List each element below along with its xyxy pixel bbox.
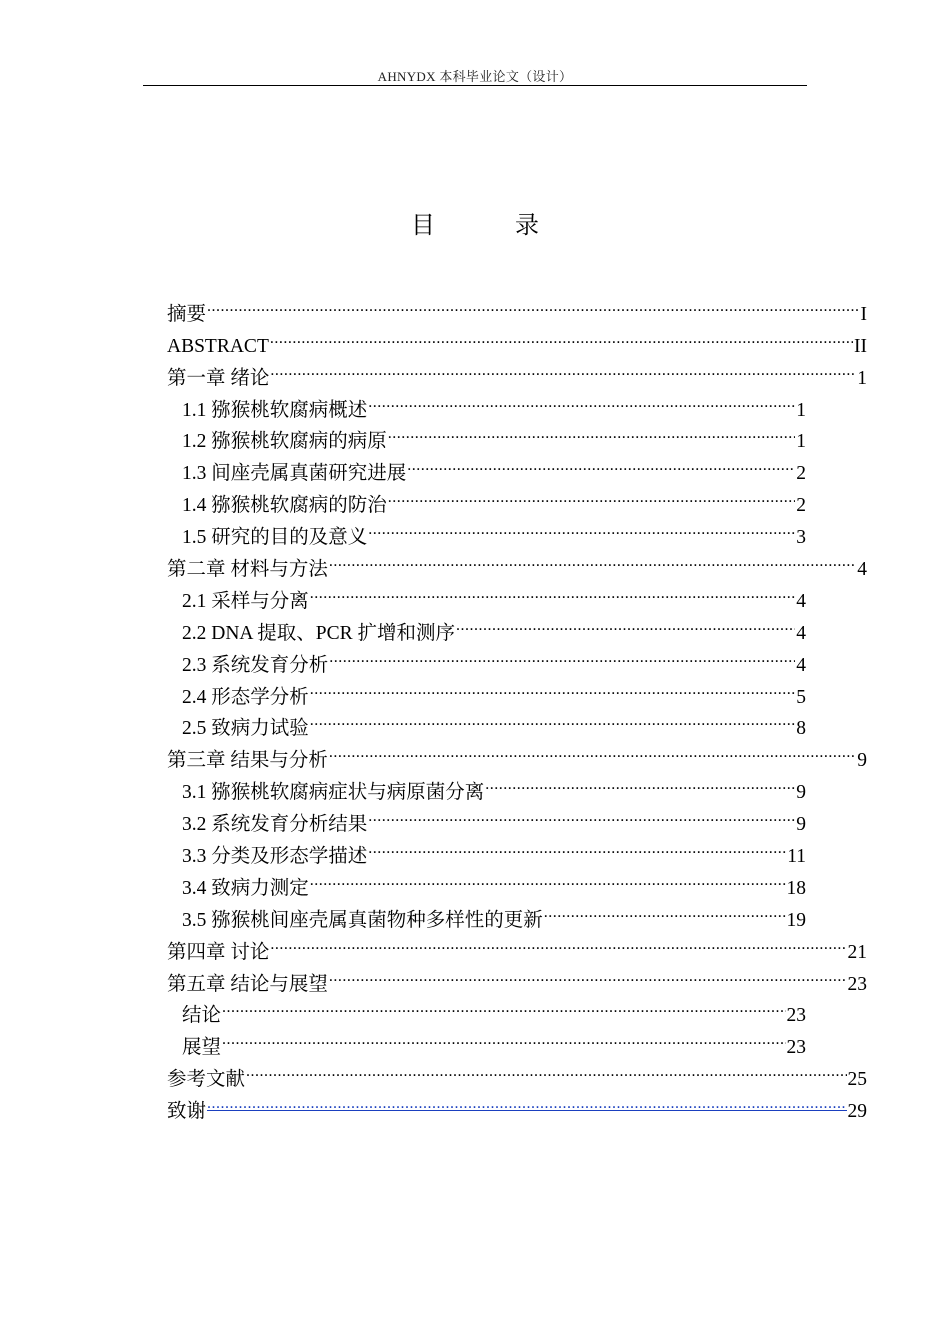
toc-entry-page: 23	[847, 973, 867, 995]
toc-entry-label: 1.1 猕猴桃软腐病概述	[182, 399, 368, 421]
toc-dot-leader	[270, 352, 856, 384]
toc-entry[interactable]	[167, 320, 867, 357]
page-title: 目 录	[411, 213, 567, 239]
toc-entry-page: 2	[796, 463, 806, 485]
toc-entry-page: 4	[796, 590, 806, 612]
toc-entry-page: I	[860, 303, 867, 325]
toc-entry-label: 3.1 猕猴桃软腐病症状与病原菌分离	[182, 782, 485, 804]
toc-entry-label: 2.3 系统发育分析	[182, 654, 329, 676]
toc-dot-leader	[310, 575, 795, 607]
toc-entry-label: 3.4 致病力测定	[182, 877, 309, 899]
toc-entry[interactable]	[167, 1053, 867, 1091]
toc-dot-leader	[246, 1053, 846, 1085]
toc-dot-leader	[270, 926, 846, 958]
toc-entry-label: 3.5 猕猴桃间座壳属真菌物种多样性的更新	[182, 909, 543, 931]
toc-entry[interactable]	[167, 1085, 867, 1123]
toc-entry-label: 展望	[182, 1037, 222, 1059]
toc-entry-label: 3.3 分类及形态学描述	[182, 846, 368, 868]
toc-entry-label: 1.4 猕猴桃软腐病的防治	[182, 495, 387, 517]
toc-entry-label: 第五章 结论与展望	[167, 973, 328, 995]
toc-entry-label: 第四章 讨论	[167, 941, 270, 963]
toc-entry-label: 1.5 研究的目的及意义	[182, 527, 368, 549]
toc-entry-label: 第二章 材料与方法	[167, 559, 328, 581]
toc-dot-leader	[329, 639, 795, 671]
toc-entry-page: 4	[796, 654, 806, 676]
toc-entry-page: 21	[847, 941, 867, 963]
toc-dot-leader	[544, 894, 786, 926]
toc-entry-page: 9	[796, 814, 806, 836]
toc-entry-page: 2	[796, 495, 806, 517]
toc-entry-page: 1	[857, 367, 867, 389]
toc-dot-leader	[222, 1021, 785, 1053]
toc-entry-page: 4	[796, 622, 806, 644]
toc-entry-page: 1	[796, 399, 806, 421]
toc-dot-leader	[270, 320, 853, 352]
toc-dot-leader	[207, 1085, 846, 1117]
toc-entry-label: 2.2 DNA 提取、PCR 扩增和测序	[182, 622, 456, 644]
toc-entry-label: 第三章 结果与分析	[167, 750, 328, 772]
toc-entry-page: 18	[786, 877, 806, 899]
toc-entry-page: 23	[786, 1005, 806, 1027]
toc-entry-label: 致谢	[167, 1101, 207, 1123]
toc-dot-leader	[310, 703, 795, 735]
toc-dot-leader	[388, 479, 795, 511]
toc-dot-leader	[368, 511, 795, 543]
toc-entry[interactable]	[167, 288, 867, 325]
table-of-contents	[167, 288, 867, 1123]
toc-dot-leader	[388, 416, 795, 448]
toc-entry-page: 23	[786, 1037, 806, 1059]
toc-dot-leader	[310, 862, 786, 894]
toc-dot-leader	[310, 671, 795, 703]
toc-dot-leader	[329, 958, 847, 990]
toc-entry-label: 1.3 间座壳属真菌研究进展	[182, 463, 407, 485]
toc-entry-label: 摘要	[167, 303, 207, 325]
toc-entry-label: ABSTRACT	[167, 335, 269, 357]
toc-entry-page: 19	[786, 909, 806, 931]
toc-entry-label: 1.2 猕猴桃软腐病的病原	[182, 431, 387, 453]
running-header: AHNYDX 本科毕业论文（设计）	[377, 69, 573, 84]
toc-entry[interactable]	[182, 384, 806, 421]
toc-dot-leader	[329, 543, 856, 575]
toc-dot-leader	[407, 447, 795, 479]
toc-entry-page: 9	[796, 782, 806, 804]
toc-entry-label: 结论	[182, 1005, 222, 1027]
toc-entry[interactable]	[167, 958, 867, 995]
toc-entry-label: 2.4 形态学分析	[182, 686, 309, 708]
toc-entry-label: 2.1 采样与分离	[182, 590, 309, 612]
toc-entry[interactable]	[167, 926, 867, 963]
toc-dot-leader	[368, 830, 786, 862]
toc-entry-page: 25	[847, 1069, 867, 1091]
toc-dot-leader	[368, 798, 795, 830]
toc-dot-leader	[368, 384, 795, 416]
toc-entry-page: 4	[857, 559, 867, 581]
toc-entry-label: 参考文献	[167, 1069, 246, 1091]
toc-dot-leader	[222, 990, 785, 1022]
toc-dot-leader	[329, 734, 856, 766]
header-rule	[143, 85, 807, 86]
toc-entry-label: 第一章 绪论	[167, 367, 270, 389]
toc-dot-leader	[207, 288, 859, 320]
toc-entry-label: 3.2 系统发育分析结果	[182, 814, 368, 836]
toc-entry[interactable]	[167, 352, 867, 389]
toc-dot-leader	[456, 607, 795, 639]
toc-entry-page: 3	[796, 527, 806, 549]
toc-entry-page: 5	[796, 686, 806, 708]
toc-entry[interactable]	[182, 990, 806, 1027]
toc-dot-leader	[485, 766, 795, 798]
toc-entry[interactable]	[182, 1021, 806, 1059]
toc-entry-page: 8	[796, 718, 806, 740]
toc-entry-label: 2.5 致病力试验	[182, 718, 309, 740]
toc-entry-page: 29	[847, 1101, 867, 1123]
toc-entry-page: 9	[857, 750, 867, 772]
toc-entry-page: II	[854, 335, 867, 357]
toc-entry-page: 11	[787, 846, 806, 868]
toc-entry-page: 1	[796, 431, 806, 453]
